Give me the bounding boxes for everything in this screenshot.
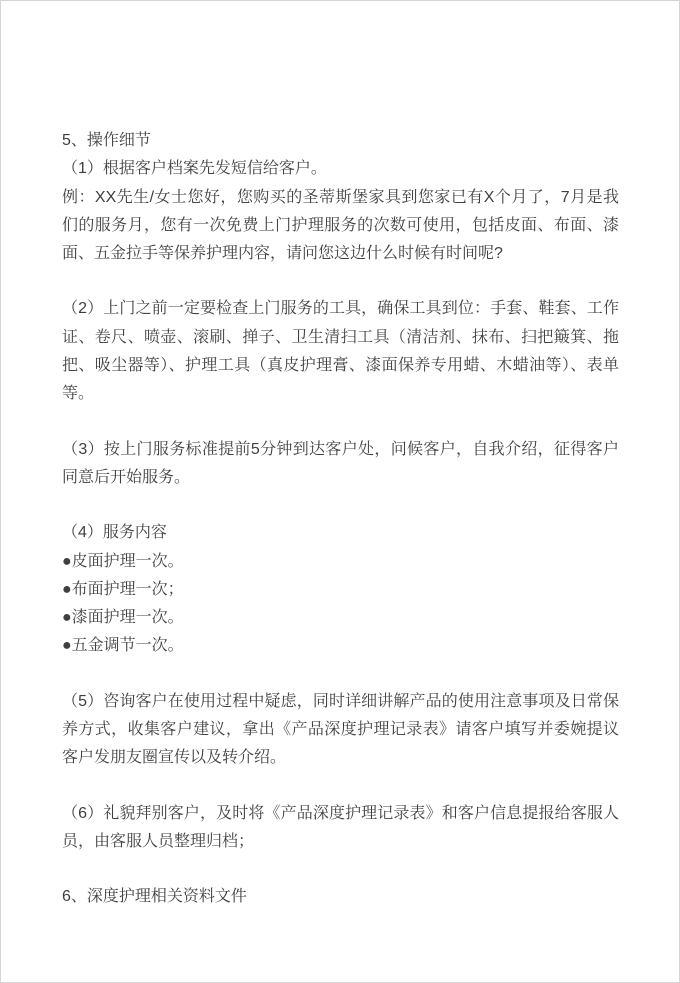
step-3-paragraph: （3）按上门服务标准提前5分钟到达客户处，问候客户，自我介绍，征得客户同意后开始服务。 — [62, 440, 619, 486]
step-2-paragraph: （2）上门之前一定要检查上门服务的工具，确保工具到位：手套、鞋套、工作证、卷尺、喷壶、滚刷、掸子、卫生清扫工具（清洁剂、抹布、扫把簸箕、拖把、吸尘器等）、护理工具（真皮护理膏、漆面保养专用蜡、木蜡油等）、表单等。 — [62, 300, 619, 403]
document-content — [62, 127, 619, 912]
service-bullet-paint: ●漆面护理一次。 — [62, 609, 184, 627]
step-1-paragraph: （1）根据客户档案先发短信给客户。 — [62, 160, 327, 178]
section-6-block — [62, 883, 619, 911]
section-5-heading: 5、操作细节 — [62, 132, 151, 149]
section-6-heading: 6、深度护理相关资料文件 — [62, 888, 247, 906]
sms-example-paragraph: 例：XX先生/女士您好，您购买的圣蒂斯堡家具到您家已有X个月了，7月是我们的服务月，您有一次免费上门护理服务的次数可使用，包括皮面、布面、漆面、五金拉手等保养护理内容，请问您这边什么时候有时间呢? — [62, 188, 619, 263]
service-bullet-hardware: ●五金调节一次。 — [62, 637, 184, 655]
step-6-paragraph: （6）礼貌拜别客户，及时将《产品深度护理记录表》和客户信息提报给客服人员，由客服人员整理归档； — [62, 804, 619, 850]
step-5-block — [62, 688, 619, 773]
section-5-intro-block — [62, 127, 619, 268]
step-2-block — [62, 295, 619, 408]
step-4-block — [62, 519, 619, 660]
step-6-block — [62, 800, 619, 857]
step-4-heading: （4）服务内容 — [62, 524, 167, 542]
service-bullet-fabric: ●布面护理一次； — [62, 580, 184, 598]
step-5-paragraph: （5）咨询客户在使用过程中疑虑，同时详细讲解产品的使用注意事项及日常保养方式，收集客户建议，拿出《产品深度护理记录表》请客户填写并委婉提议客户发朋友圈宣传以及转介绍。 — [62, 692, 619, 767]
step-3-block — [62, 436, 619, 493]
service-bullet-leather: ●皮面护理一次。 — [62, 552, 184, 570]
